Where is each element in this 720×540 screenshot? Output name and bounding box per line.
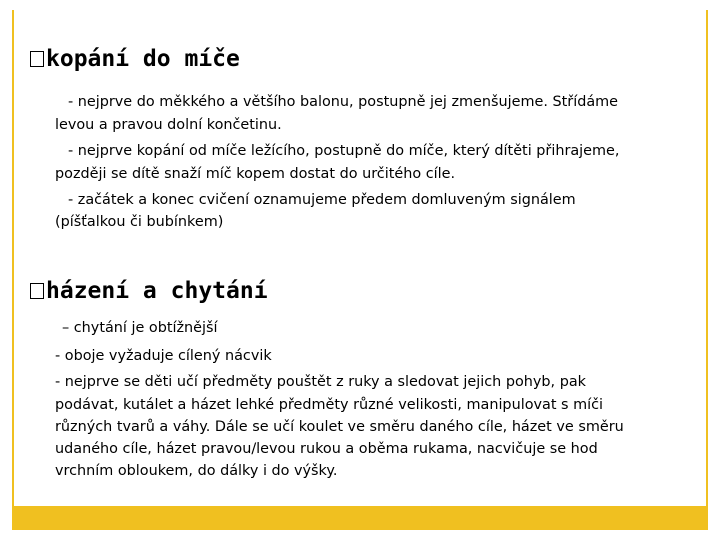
bullet-missing-glyph-icon xyxy=(30,283,44,299)
text-line: - nejprve kopání od míče ležícího, postupně do míče, který dítěti přihrajeme, xyxy=(68,143,620,159)
text-line: udaného cíle, házet pravou/levou rukou a oběma rukama, nacvičuje se hod xyxy=(55,441,598,457)
bullet-missing-glyph-icon xyxy=(30,51,44,67)
text-line: (píšťalkou či bubínkem) xyxy=(55,214,224,230)
section-heading-kicking xyxy=(30,48,240,71)
frame-left-border xyxy=(12,10,14,506)
heading-text: kopání do míče xyxy=(46,46,240,72)
frame-right-border xyxy=(706,10,708,506)
text-line: - začátek a konec cvičení oznamujeme předem domluveným signálem xyxy=(68,192,576,208)
text-line: – chytání je obtížnější xyxy=(62,320,218,336)
text-line: - nejprve se děti učí předměty pouštět z ruky a sledovat jejich pohyb, pak xyxy=(55,374,586,390)
text-line: různých tvarů a váhy. Dále se učí koulet ve směru daného cíle, házet ve směru xyxy=(55,419,624,435)
text-line: - nejprve do měkkého a většího balonu, postupně jej zmenšujeme. Střídáme xyxy=(68,94,619,110)
text-line: vrchním obloukem, do dálky i do výšky. xyxy=(55,463,338,479)
text-line: - oboje vyžaduje cílený nácvik xyxy=(55,348,272,364)
text-line: podávat, kutálet a házet lehké předměty různé velikosti, manipulovat s míči xyxy=(55,397,604,413)
text-line: později se dítě snaží míč kopem dostat do určitého cíle. xyxy=(55,166,456,182)
footer-bar xyxy=(12,506,708,530)
text-line: levou a pravou dolní končetinu. xyxy=(55,117,282,133)
section-heading-throwing xyxy=(30,280,268,303)
heading-text: házení a chytání xyxy=(46,278,268,304)
